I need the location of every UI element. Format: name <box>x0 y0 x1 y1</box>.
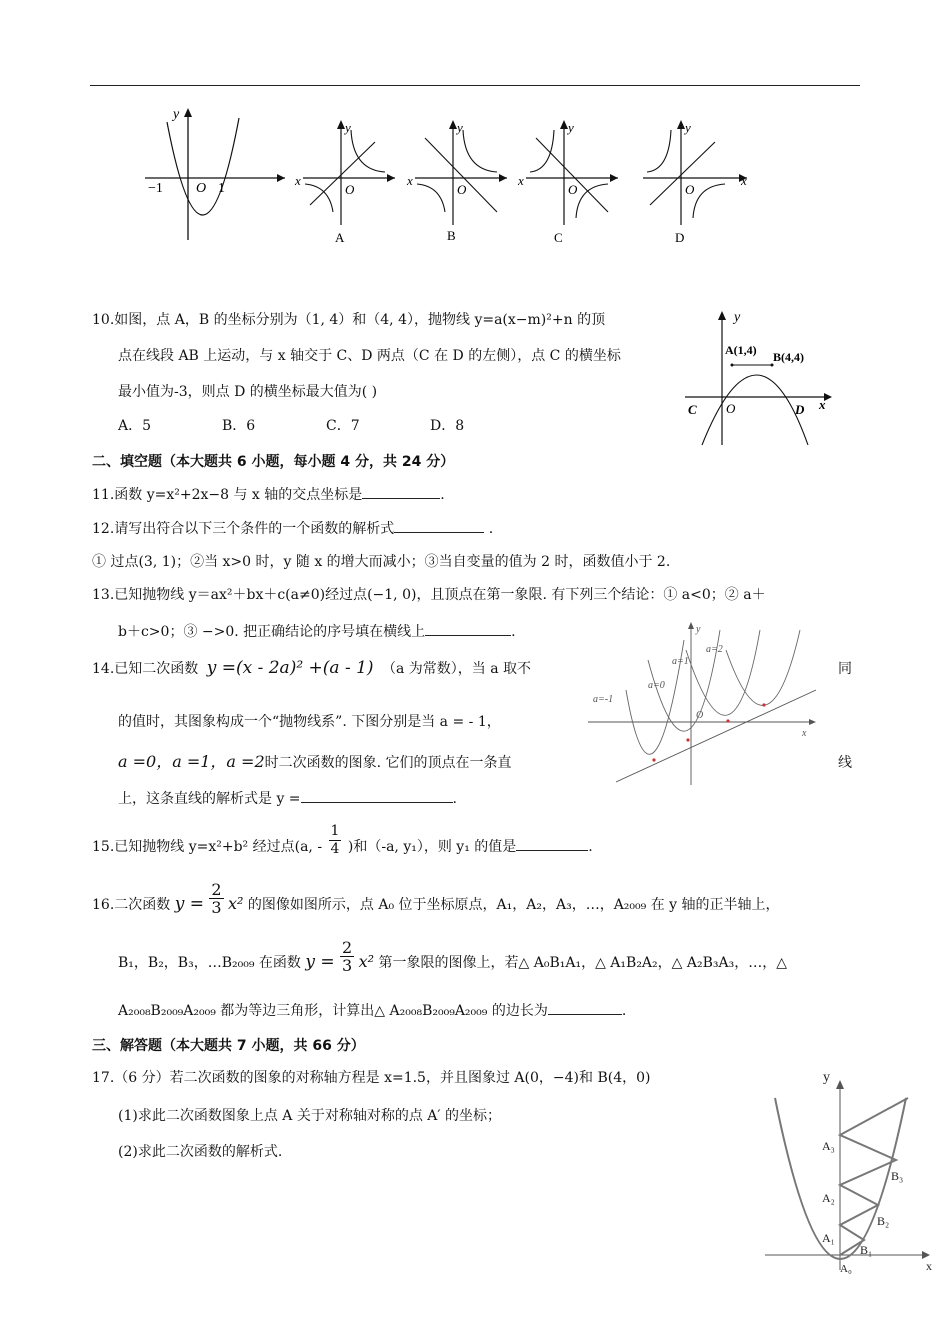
svg-text:O: O <box>345 182 355 197</box>
option-b-graph <box>406 120 507 243</box>
option-a-label: A <box>335 230 345 245</box>
svg-text:a=1: a=1 <box>672 656 689 667</box>
svg-text:A₁: A₁ <box>822 1231 835 1245</box>
option-d-graph <box>643 120 747 245</box>
q11: 11.函数 y=x²+2x−8 与 x 轴的交点坐标是 . <box>92 484 445 505</box>
left-parabola-graph <box>145 107 285 240</box>
q14-line3-end: 线 <box>838 755 852 771</box>
q13-line1: 13.已知抛物线 y＝ax²＋bx＋c(a≠0)经过点(−1, 0)，且顶点在第一象限. 有下列三个结论：① a<0；② a＋ <box>92 587 766 603</box>
q10-line2: 点在线段 AB 上运动，与 x 轴交于 C、D 两点（C 在 D 的左侧），点 C 的横坐标 <box>118 348 621 364</box>
q10-line1: 10.如图，点 A，B 的坐标分别为（1, 4）和（4, 4），抛物线 y=a(x−m)²+n 的顶 <box>92 312 606 328</box>
q17-line3: (2)求此二次函数的解析式. <box>118 1144 283 1160</box>
q10-option-d: D．8 <box>430 418 465 434</box>
option-c-graph <box>517 120 618 245</box>
q10-line3: 最小值为-3，则点 D 的横坐标最大值为( ) <box>118 384 378 400</box>
svg-text:O: O <box>685 182 695 197</box>
svg-text:x: x <box>407 173 413 188</box>
y-label: y <box>173 107 180 122</box>
svg-text:y: y <box>823 1070 830 1085</box>
q15: 15.已知抛物线 y=x²+b² 经过点(a, - $\frac{1}{4}$ )和（-a, y₁），则 y₁ 的值是 . <box>92 822 593 857</box>
q12-line1: 12.请写出符合以下三个条件的一个函数的解析式 . <box>92 518 493 539</box>
q16-line1: 16.二次函数 y = $\frac{2}{3}$ x² 的图像如图所示，点 A₀ 位于坐标原点，A₁，A₂，A₃，…，A₂₀₀₉ 在 y 轴的正半轴上， <box>92 879 780 917</box>
q10-option-a: A．5 <box>118 418 152 434</box>
q9-figure <box>145 100 765 250</box>
svg-text:x: x <box>518 173 524 188</box>
svg-text:O: O <box>568 182 578 197</box>
svg-text:y: y <box>568 120 574 135</box>
q10-option-c: C．7 <box>326 418 360 434</box>
q13-blank[interactable] <box>425 621 511 636</box>
q14-line4: 上，这条直线的解析式是 y = . <box>118 788 457 809</box>
svg-text:a=0: a=0 <box>648 680 665 691</box>
option-c-label: C <box>554 230 563 245</box>
q14-line2: 的值时，其图象构成一个“抛物线系”. 下图分别是当 a = - 1， <box>118 714 501 730</box>
svg-text:A(1,4): A(1,4) <box>725 343 757 357</box>
svg-text:A₀: A₀ <box>840 1263 852 1275</box>
q10-figure <box>680 305 850 450</box>
q17-line1: 17.（6 分）若二次函数的图象的对称轴方程是 x=1.5，并且图象过 A(0，−4)和 B(4，0) <box>92 1070 651 1086</box>
svg-text:a=-1: a=-1 <box>593 694 614 705</box>
q14-figure <box>588 620 823 790</box>
svg-text:x: x <box>819 397 826 412</box>
q14-formula: y =(x - 2a)² +(a - 1) <box>206 658 374 678</box>
q14-line3: a =0，a =1，a =2时二次函数的图象. 它们的顶点在一条直 <box>118 752 512 771</box>
svg-text:x: x <box>295 173 301 188</box>
q17-figure <box>760 1070 945 1344</box>
svg-text:y: y <box>696 624 701 635</box>
q14-line1: 14.已知二次函数 y =(x - 2a)² +(a - 1) （a 为常数），当 a 取不 <box>92 658 532 678</box>
svg-text:a=2: a=2 <box>706 644 723 655</box>
q11-blank[interactable] <box>362 484 440 499</box>
q16-blank[interactable] <box>548 1000 622 1015</box>
option-a-graph <box>294 120 395 245</box>
q17-line2: (1)求此二次函数图象上点 A 关于对称轴对称的点 A′ 的坐标； <box>118 1108 502 1124</box>
one-label: 1 <box>218 181 225 196</box>
origin-label: O <box>196 181 207 196</box>
q15-blank[interactable] <box>516 836 588 851</box>
section-2-heading: 二、填空题（本大题共 6 小题，每小题 4 分，共 24 分） <box>92 454 455 470</box>
svg-text:O: O <box>457 182 467 197</box>
svg-text:A₃: A₃ <box>822 1139 835 1153</box>
svg-text:B(4,4): B(4,4) <box>773 350 804 364</box>
q13-line2: b＋c>0；③ −>0. 把正确结论的序号填在横线上 . <box>118 621 516 642</box>
q16-line2: B₁，B₂，B₃，…B₂₀₀₉ 在函数 y = $\frac{2}{3}$ x² 第一象限的图像上，若△ A₀B₁A₁，△ A₁B₂A₂，△ A₂B₃A₃，…，△ <box>118 937 787 975</box>
svg-text:O: O <box>696 710 704 721</box>
svg-text:A₂: A₂ <box>822 1191 835 1205</box>
svg-text:x: x <box>741 173 747 188</box>
svg-text:y: y <box>734 310 741 325</box>
q16-fraction-1: $\frac{2}{3}$ <box>211 879 222 917</box>
q16-line3: A₂₀₀₈B₂₀₀₉A₂₀₀₉ 都为等边三角形，计算出△ A₂₀₀₈B₂₀₀₉A₂₀₀₉ 的边长为 . <box>118 1000 626 1021</box>
q14-line1-end: 同 <box>838 661 852 677</box>
svg-text:y: y <box>685 120 691 135</box>
svg-text:B₁: B₁ <box>860 1243 873 1257</box>
svg-text:x: x <box>802 728 807 739</box>
q16-fraction-2: $\frac{2}{3}$ <box>342 937 353 975</box>
svg-text:y: y <box>457 120 463 135</box>
svg-text:O: O <box>726 401 736 416</box>
svg-text:y: y <box>345 120 351 135</box>
q15-fraction: $\frac{1}{4}$ <box>330 822 340 857</box>
svg-text:C: C <box>688 402 697 417</box>
option-d-label: D <box>675 230 685 245</box>
svg-text:B₂: B₂ <box>877 1214 890 1228</box>
parabola <box>167 118 239 215</box>
svg-text:B₃: B₃ <box>891 1169 904 1183</box>
q14-blank[interactable] <box>301 788 453 803</box>
q10-option-b: B．6 <box>222 418 256 434</box>
q12-line2: ① 过点(3, 1)；②当 x>0 时，y 随 x 的增大而减小；③当自变量的值为 2 时，函数值小于 2. <box>92 554 671 570</box>
option-b-label: B <box>447 228 456 243</box>
q10-options <box>118 416 534 436</box>
svg-text:x: x <box>926 1259 932 1273</box>
section-3-heading: 三、解答题（本大题共 7 小题，共 66 分） <box>92 1038 365 1054</box>
svg-text:D: D <box>795 402 805 417</box>
q12-blank[interactable] <box>394 518 484 533</box>
minus-one-label: −1 <box>148 181 163 196</box>
header-rule <box>90 85 860 86</box>
